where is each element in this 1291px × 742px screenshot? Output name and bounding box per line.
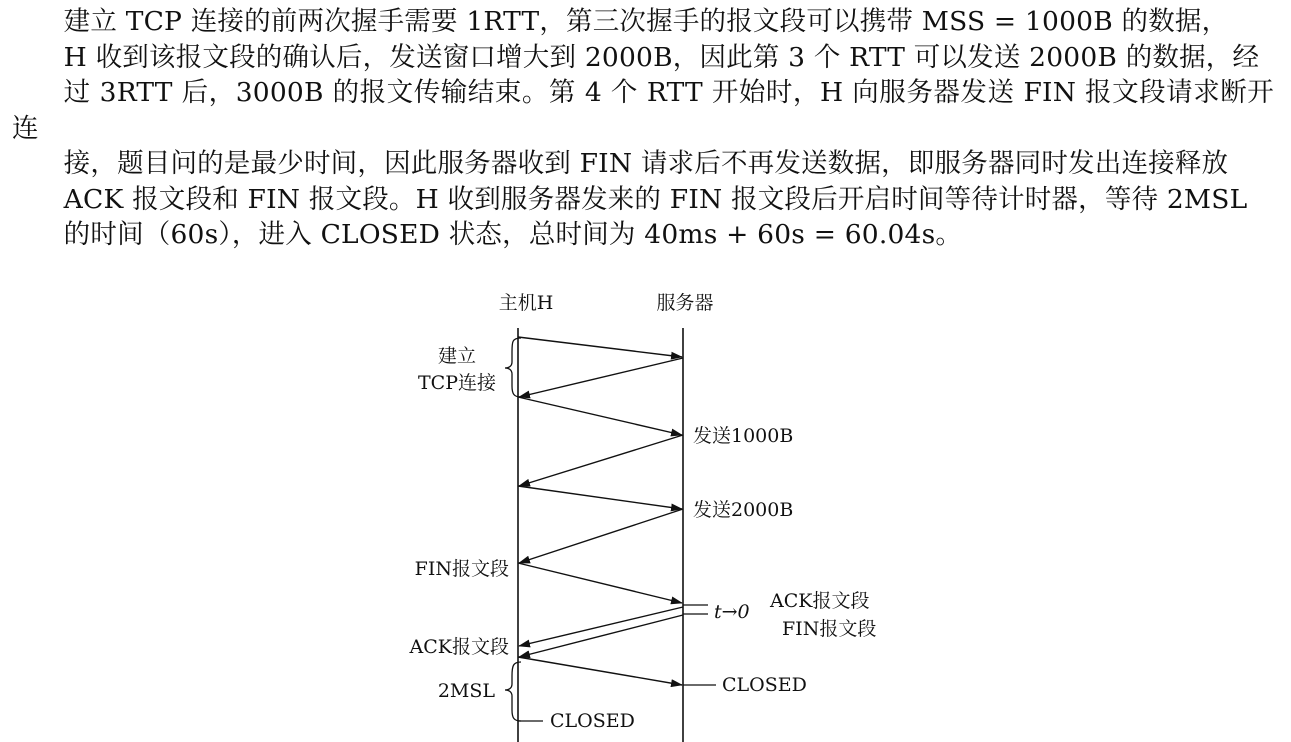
t-label: t→0 <box>714 601 750 623</box>
host-closed-label: CLOSED <box>550 710 635 732</box>
fin-server-arrow <box>519 615 683 657</box>
ack-1000-arrow <box>519 435 683 486</box>
explanation-line-2: H 收到该报文段的确认后，发送窗口增大到 2000B，因此第 3 个 RTT 可以发送 2000B 的数据，经 <box>63 41 1260 73</box>
fin-left-label: FIN报文段 <box>414 558 509 580</box>
handshake-label-line1: 建立 <box>437 345 477 367</box>
explanation-line-3: 过 3RTT 后，3000B 的报文传输结束。第 4 个 RTT 开始时，H 向服务器发送 FIN 报文段请求断开连 <box>12 77 1274 144</box>
explanation-line-4: 接，题目问的是最少时间，因此服务器收到 FIN 请求后不再发送数据，即服务器同时发出连接释放 <box>63 148 1229 179</box>
send-1000-label: 发送1000B <box>693 425 794 447</box>
final-ack-arrow <box>518 657 682 685</box>
explanation-line-5: ACK 报文段和 FIN 报文段。H 收到服务器发来的 FIN 报文段后开启时间等待计时器，等待 2MSL <box>63 183 1248 215</box>
explanation-line-1: 建立 TCP 连接的前两次握手需要 1RTT，第三次握手的报文段可以携带 MSS = 1000B 的数据， <box>63 6 1229 37</box>
ack-right-label: ACK报文段 <box>770 590 870 612</box>
syn-arrow <box>518 337 682 357</box>
send-1000-arrow <box>518 397 682 435</box>
send-2000-arrow <box>518 486 682 509</box>
msl-label: 2MSL <box>437 680 495 702</box>
send-2000-label: 发送2000B <box>693 499 794 521</box>
ack-server-arrow <box>519 607 683 646</box>
syn-ack-arrow <box>519 358 683 397</box>
ack-2000-arrow <box>519 509 683 563</box>
handshake-label-line2: TCP连接 <box>418 372 496 394</box>
server-label: 服务器 <box>656 292 714 314</box>
explanation-line-6: 的时间（60s），进入 CLOSED 状态，总时间为 40ms + 60s = 60.04s。 <box>63 219 963 250</box>
server-closed-label: CLOSED <box>722 674 807 696</box>
fin-host-arrow <box>518 563 682 603</box>
host-label: 主机H <box>498 292 554 314</box>
fin-right-label: FIN报文段 <box>782 618 877 640</box>
ack-left-label: ACK报文段 <box>409 636 509 658</box>
